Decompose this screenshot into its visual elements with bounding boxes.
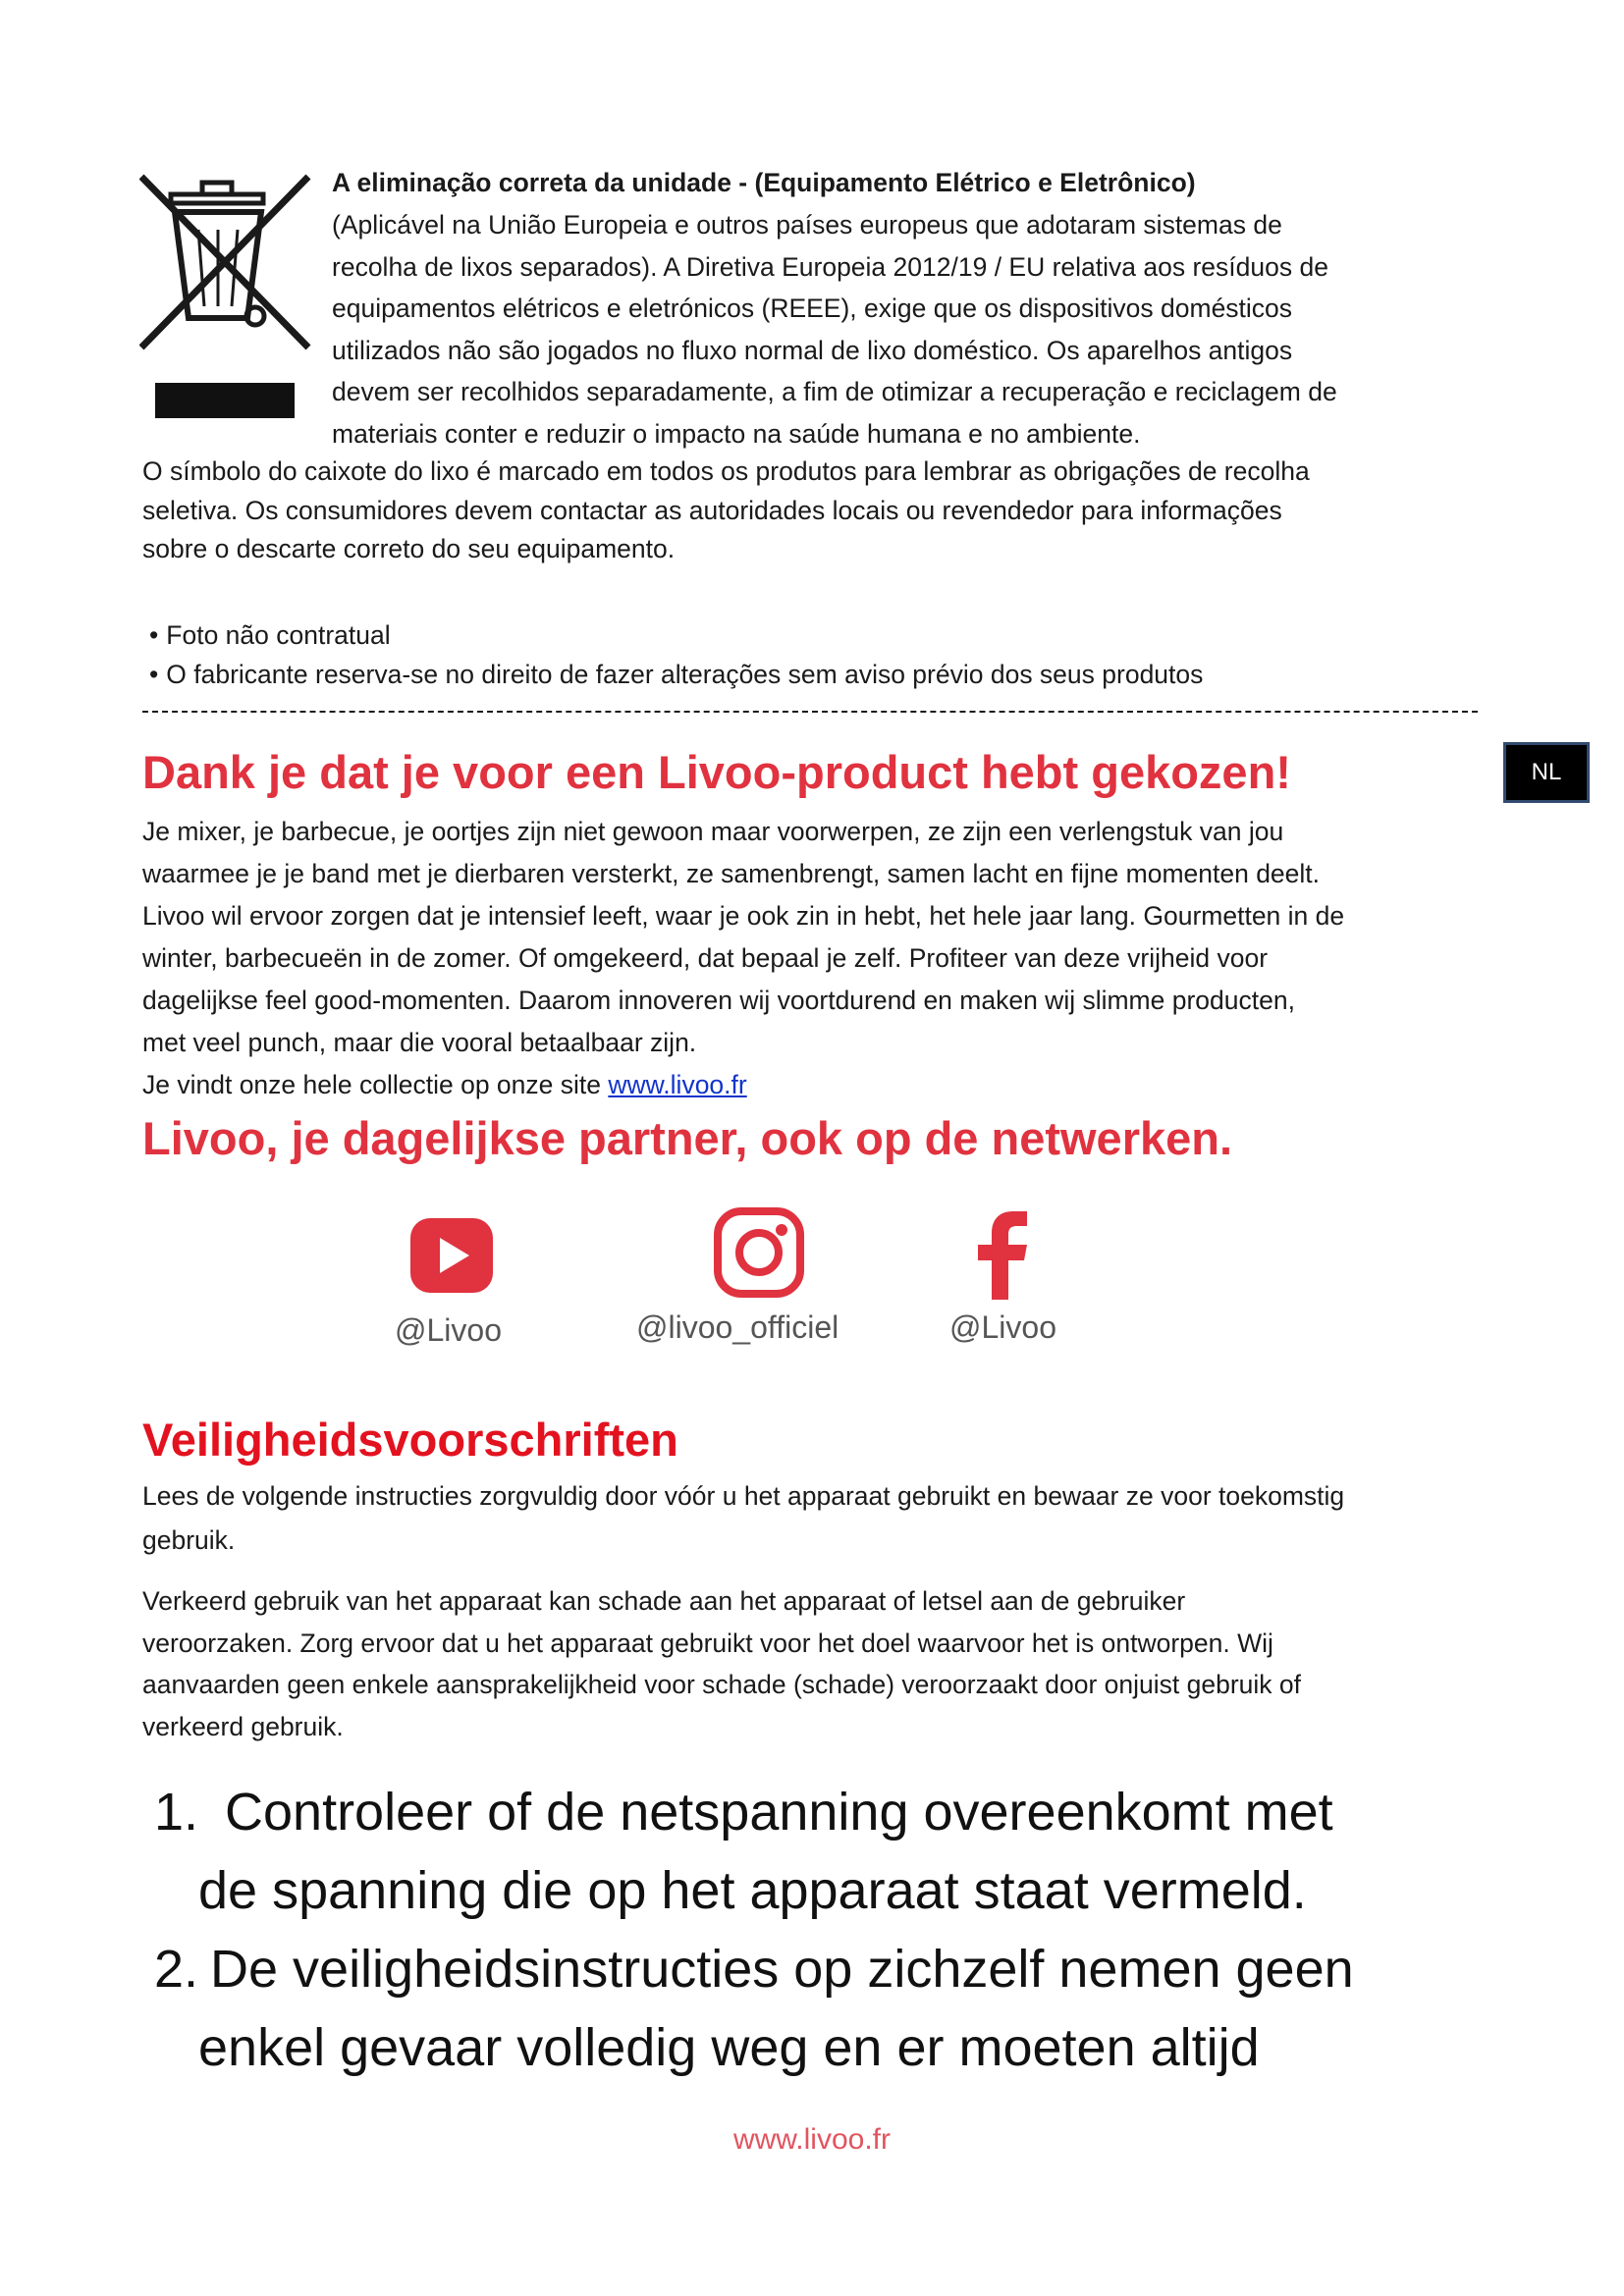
intro-line: met veel punch, maar die vooral betaalbaar zijn. xyxy=(142,1028,697,1057)
safety-warning-line: veroorzaken. Zorg ervoor dat u het apparaat gebruikt voor het doel waarvoor het is ontworpen. Wij xyxy=(142,1628,1273,1658)
item-text-continued: enkel gevaar volledig weg en er moeten altijd xyxy=(198,2018,1260,2077)
disclaimer-item: • Foto não contratual xyxy=(149,615,1524,655)
weee-title: A eliminação correta da unidade - (Equipamento Elétrico e Eletrônico) xyxy=(332,168,1196,197)
safety-warning-line: aanvaarden geen enkele aansprakelijkheid voor schade (schade) veroorzaakt door onjuist gebruik of xyxy=(142,1670,1301,1699)
youtube-icon[interactable] xyxy=(406,1210,497,1301)
safety-intro-line: gebruik. xyxy=(142,1525,236,1555)
weee-bin-icon xyxy=(139,169,321,426)
weee-extra-text xyxy=(142,453,1517,569)
intro-line: winter, barbecueën in de zomer. Of omgekeerd, dat bepaal je zelf. Profiteer van deze vrijheid voor xyxy=(142,943,1269,973)
intro-line: waarmee je je band met je dierbaren versterkt, ze samenbrengt, samen lacht en fijne momenten deelt. xyxy=(142,859,1321,888)
weee-line: devem ser recolhidos separadamente, a fim de otimizar a recuperação e reciclagem de xyxy=(332,377,1337,406)
item-text: Controleer of de netspanning overeenkomt met xyxy=(210,1783,1333,1842)
disclaimer-list xyxy=(149,615,1524,694)
safety-warning-line: verkeerd gebruik. xyxy=(142,1711,344,1741)
intro-line: dagelijkse feel good-momenten. Daarom innoveren wij voortdurend en maken wij slimme producten, xyxy=(142,986,1295,1015)
dashed-divider xyxy=(142,711,1478,713)
youtube-handle: @Livoo xyxy=(395,1312,502,1348)
safety-warning-line: Verkeerd gebruik van het apparaat kan schade aan het apparaat of letsel aan de gebruiker xyxy=(142,1586,1186,1616)
social-heading: Livoo, je dagelijkse partner, ook op de netwerken. xyxy=(142,1112,1233,1164)
weee-extra-line: seletiva. Os consumidores devem contactar as autoridades locais ou revendedor para informações xyxy=(142,495,1282,525)
weee-body xyxy=(332,204,1500,454)
safety-warning xyxy=(142,1580,1517,1747)
item-number: 2. xyxy=(154,1940,199,1999)
weee-extra-line: sobre o descarte correto do seu equipamento. xyxy=(142,534,676,563)
instagram-icon[interactable] xyxy=(714,1207,804,1298)
facebook-icon[interactable] xyxy=(968,1209,1037,1300)
footer-website[interactable]: www.livoo.fr xyxy=(732,2123,892,2156)
instagram-handle: @livoo_officiel xyxy=(636,1309,839,1345)
intro-line: Je mixer, je barbecue, je oortjes zijn niet gewoon maar voorwerpen, ze zijn een verlengstuk van jou xyxy=(142,817,1284,846)
facebook-handle: @Livoo xyxy=(949,1309,1056,1345)
weee-line: (Aplicável na União Europeia e outros países europeus que adotaram sistemas de xyxy=(332,210,1282,240)
intro-line: Livoo wil ervoor zorgen dat je intensief leeft, waar je ook zin in hebt, het hele jaar lang. Gourmetten in de xyxy=(142,901,1345,931)
safety-intro-line: Lees de volgende instructies zorgvuldig door vóór u het apparaat gebruikt en bewaar ze voor toekomstig xyxy=(142,1481,1345,1511)
item-text: De veiligheidsinstructies op zichzelf nemen geen xyxy=(210,1940,1354,1999)
weee-line: utilizados não são jogados no fluxo normal de lixo doméstico. Os aparelhos antigos xyxy=(332,335,1293,365)
item-number: 1. xyxy=(154,1783,199,1842)
site-line xyxy=(142,1064,1517,1106)
language-tab-nl: NL xyxy=(1503,742,1590,803)
site-link[interactable]: www.livoo.fr xyxy=(608,1070,747,1099)
weee-extra-line: O símbolo do caixote do lixo é marcado em todos os produtos para lembrar as obrigações de recolha xyxy=(142,456,1310,486)
weee-line: equipamentos elétricos e eletrónicos (REEE), exige que os dispositivos domésticos xyxy=(332,294,1293,323)
safety-heading: Veiligheidsvoorschriften xyxy=(142,1414,678,1466)
weee-line: materiais conter e reduzir o impacto na saúde humana e no ambiente. xyxy=(332,418,1141,449)
safety-item xyxy=(142,1930,1537,2087)
intro-body xyxy=(142,811,1517,1106)
weee-line: recolha de lixos separados). A Diretiva Europeia 2012/19 / EU relativa aos resíduos de xyxy=(332,251,1328,282)
disclaimer-item: • O fabricante reserva-se no direito de fazer alterações sem aviso prévio dos seus produtos xyxy=(149,655,1524,694)
safety-intro xyxy=(142,1474,1517,1563)
site-text: Je vindt onze hele collectie op onze site xyxy=(142,1070,609,1099)
thanks-heading: Dank je dat je voor een Livoo-product hebt gekozen! xyxy=(142,746,1291,798)
item-text-continued: de spanning die op het apparaat staat vermeld. xyxy=(198,1861,1307,1920)
safety-instructions-list xyxy=(142,1773,1537,2087)
safety-item xyxy=(142,1773,1537,1930)
